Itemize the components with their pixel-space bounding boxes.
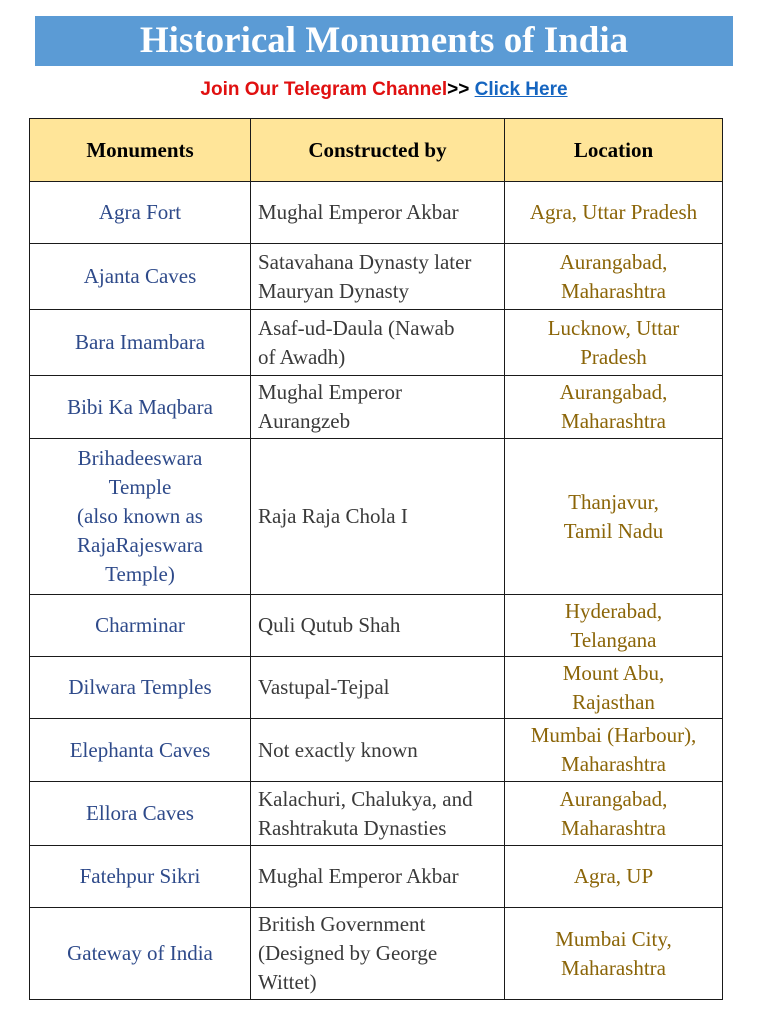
monument-cell-line: Ellora Caves (86, 801, 194, 825)
constructed-by-cell (251, 376, 505, 439)
location-cell-line: Agra, UP (573, 864, 654, 888)
location-cell-line: Maharashtra (561, 752, 666, 776)
constructed-by-cell (251, 182, 505, 244)
constructed-by-cell (251, 439, 505, 595)
table-row (30, 782, 723, 846)
location-cell-line: Pradesh (580, 344, 647, 369)
location-cell-line: Agra, Uttar Pradesh (529, 200, 698, 224)
location-cell-line: Lucknow, Uttar (547, 315, 680, 340)
constructed-by-cell-line: British Government (258, 912, 426, 936)
location-cell (505, 182, 723, 244)
constructed-by-cell-line: Vastupal-Tejpal (258, 675, 390, 699)
monument-cell-line: Ajanta Caves (83, 264, 197, 288)
location-cell-line: Aurangabad, (559, 249, 668, 274)
monument-cell (30, 846, 251, 908)
location-cell (505, 782, 723, 846)
monument-cell-line: Gateway of India (67, 941, 213, 965)
table-header-row (30, 119, 723, 182)
monument-cell-line: Brihadeeswara (77, 446, 203, 470)
monument-cell (30, 908, 251, 1000)
constructed-by-cell (251, 908, 505, 1000)
table-row (30, 244, 723, 310)
page-title: Historical Monuments of India (35, 16, 733, 66)
constructed-by-cell (251, 595, 505, 657)
constructed-by-cell-line: Quli Qutub Shah (258, 613, 401, 637)
header-constructed-by: Constructed by (251, 119, 505, 182)
monument-cell-line: Bara Imambara (74, 330, 205, 354)
monument-cell-line: Fatehpur Sikri (79, 864, 201, 888)
table-row (30, 595, 723, 657)
constructed-by-cell (251, 846, 505, 908)
location-cell (505, 439, 723, 595)
location-cell-line: Tamil Nadu (563, 518, 664, 543)
table-row (30, 846, 723, 908)
location-cell (505, 244, 723, 310)
constructed-by-cell-line: Raja Raja Chola I (258, 504, 408, 528)
monument-cell-line: Bibi Ka Maqbara (67, 394, 213, 419)
header-location: Location (505, 119, 723, 182)
monument-cell (30, 782, 251, 846)
monument-cell-line: Agra Fort (98, 200, 182, 224)
location-cell-line: Telangana (570, 627, 657, 652)
constructed-by-cell (251, 719, 505, 782)
monument-cell-line: (also known as (77, 504, 203, 528)
constructed-by-cell (251, 657, 505, 719)
monuments-table (29, 118, 723, 1000)
monument-cell-line: RajaRajeswara (77, 533, 203, 557)
table-row (30, 439, 723, 595)
location-cell-line: Mumbai City, (555, 926, 672, 951)
telegram-arrows: >> (447, 79, 470, 100)
click-here-link[interactable]: Click Here (474, 79, 568, 100)
location-cell-line: Mumbai (Harbour), (530, 723, 697, 747)
location-cell-line: Mount Abu, (562, 660, 665, 685)
constructed-by-cell-line: Wittet) (258, 970, 317, 994)
constructed-by-cell-line: Mauryan Dynasty (258, 278, 410, 303)
constructed-by-cell-line: Mughal Emperor (258, 380, 403, 404)
constructed-by-cell (251, 782, 505, 846)
monument-cell (30, 310, 251, 376)
monument-cell (30, 719, 251, 782)
table-row (30, 182, 723, 244)
header-monuments: Monuments (30, 119, 251, 182)
constructed-by-cell (251, 310, 505, 376)
location-cell-line: Thanjavur, (568, 489, 659, 514)
location-cell (505, 908, 723, 1000)
telegram-banner (0, 76, 768, 104)
location-cell (505, 595, 723, 657)
location-cell-line: Hyderabad, (564, 598, 663, 623)
monument-cell (30, 182, 251, 244)
monument-cell (30, 439, 251, 595)
telegram-join-text: Join Our Telegram Channel (200, 79, 448, 100)
location-cell-line: Maharashtra (561, 815, 666, 840)
location-cell-line: Maharashtra (561, 409, 666, 433)
monument-cell-line: Elephanta Caves (69, 737, 211, 762)
constructed-by-cell-line: (Designed by George (258, 941, 438, 965)
constructed-by-cell-line: Aurangzeb (258, 409, 351, 433)
monument-cell (30, 376, 251, 439)
monument-cell (30, 244, 251, 310)
monument-cell (30, 595, 251, 657)
location-cell-line: Rajasthan (572, 689, 655, 714)
monument-cell-line: Temple) (105, 562, 175, 586)
constructed-by-cell-line: Rashtrakuta Dynasties (258, 815, 447, 840)
table-row (30, 719, 723, 782)
constructed-by-cell-line: of Awadh) (258, 344, 346, 369)
location-cell-line: Aurangabad, (559, 786, 668, 811)
table-row (30, 908, 723, 1000)
constructed-by-cell-line: Satavahana Dynasty later (258, 249, 472, 274)
location-cell (505, 376, 723, 439)
location-cell (505, 657, 723, 719)
location-cell-line: Maharashtra (561, 955, 666, 980)
table-row (30, 657, 723, 719)
location-cell-line: Aurangabad, (559, 380, 668, 404)
monument-cell (30, 657, 251, 719)
constructed-by-cell-line: Asaf-ud-Daula (Nawab (258, 315, 455, 340)
monument-cell-line: Charminar (95, 613, 185, 637)
location-cell (505, 310, 723, 376)
constructed-by-cell (251, 244, 505, 310)
monument-cell-line: Dilwara Temples (68, 675, 212, 699)
monument-cell-line: Temple (108, 475, 172, 499)
constructed-by-cell-line: Mughal Emperor Akbar (258, 200, 459, 224)
location-cell (505, 846, 723, 908)
constructed-by-cell-line: Not exactly known (258, 737, 418, 762)
table-row (30, 310, 723, 376)
table-row (30, 376, 723, 439)
location-cell (505, 719, 723, 782)
constructed-by-cell-line: Kalachuri, Chalukya, and (258, 786, 473, 811)
location-cell-line: Maharashtra (561, 278, 666, 303)
constructed-by-cell-line: Mughal Emperor Akbar (258, 864, 459, 888)
